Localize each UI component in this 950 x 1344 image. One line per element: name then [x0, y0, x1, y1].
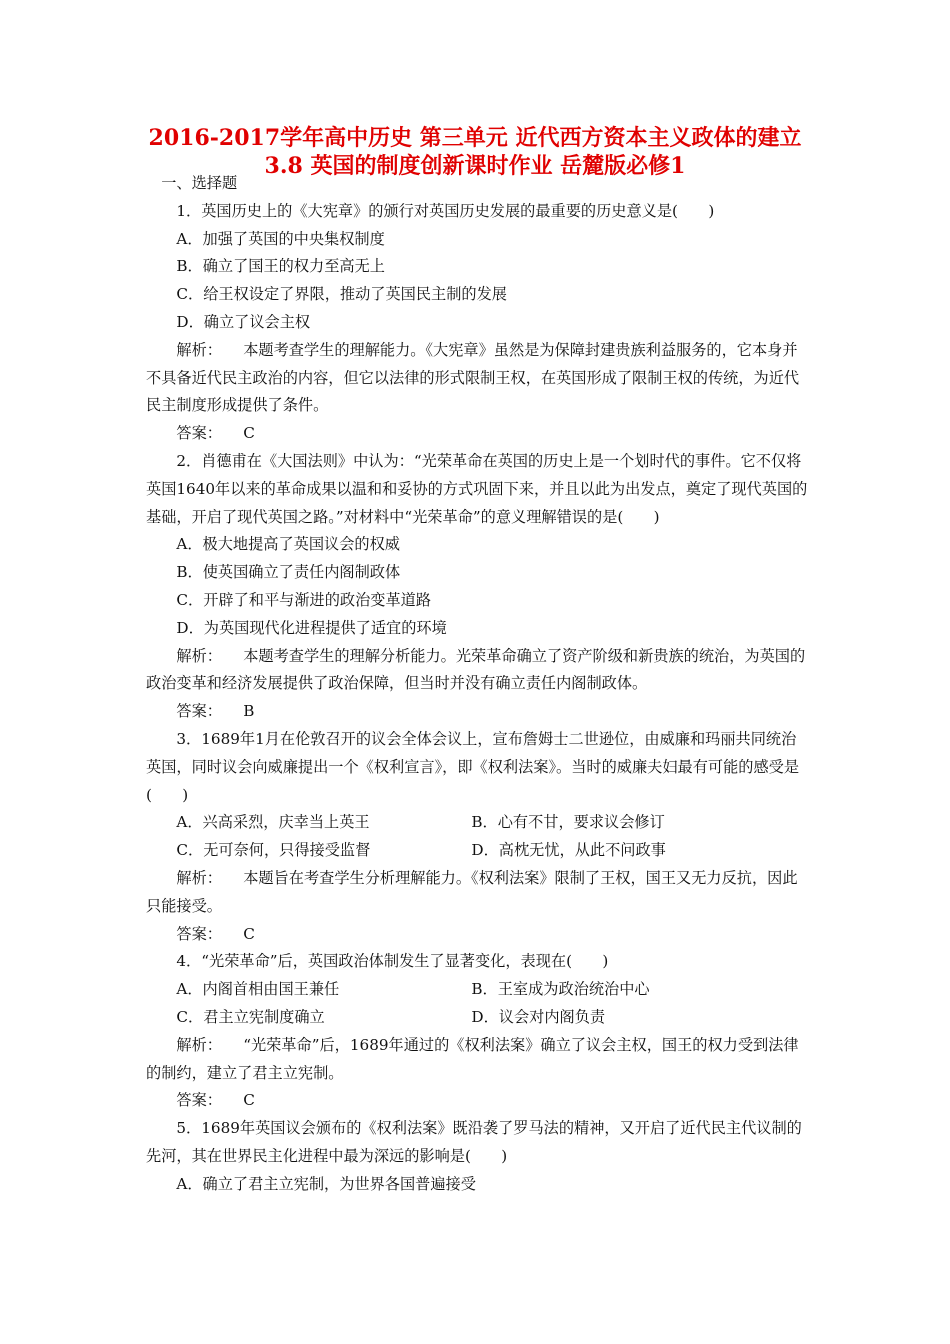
- question-3-options-row-2: [146, 837, 808, 865]
- question-2-analysis: [146, 643, 808, 699]
- answer-value: C: [243, 424, 255, 443]
- question-2-stem: 2．肖德甫在《大国法则》中认为：“光荣革命在英国的历史上是一个划时代的事件。它不仅将英国1640年以来的革命成果以温和和妥协的方式巩固下来，并且以此为出发点，奠定了现代英国的基础，开启了现代英国之路。”对材料中“光荣革命”的意义理解错误的是( ): [146, 451, 808, 526]
- question-4-analysis: [146, 1032, 808, 1088]
- question-3-option-a: A．兴高采烈，庆幸当上英王: [176, 813, 370, 832]
- question-3-option-c: C．无可奈何，只得接受监督: [176, 841, 371, 860]
- document-title-line-2: 3.8 英国的制度创新课时作业 岳麓版必修1: [264, 153, 686, 179]
- analysis-text: “光荣革命”后，1689年通过的《权利法案》确立了议会主权，国王的权力受到法律的制约，建立了君主立宪制。: [146, 1035, 799, 1082]
- analysis-label: 解析：: [176, 868, 222, 887]
- answer-value: C: [243, 1091, 255, 1110]
- question-2-option-d: D．为英国现代化进程提供了适宜的环境: [176, 618, 447, 637]
- answer-label: 答案：: [176, 702, 222, 721]
- answer-label: 答案：: [176, 924, 222, 943]
- question-3-stem: 3．1689年1月在伦敦召开的议会全体会议上，宣布詹姆士二世逊位，由威廉和玛丽共同统治英国，同时议会向威廉提出一个《权利宣言》，即《权利法案》。当时的威廉夫妇最有可能的感受是( ): [146, 729, 800, 804]
- question-1-option-b: B．确立了国王的权力至高无上: [176, 257, 385, 276]
- question-2-option-a: A．极大地提高了英国议会的权威: [176, 535, 400, 554]
- question-4-answer: [146, 1087, 808, 1115]
- analysis-text: 本题考查学生的理解分析能力。光荣革命确立了资产阶级和新贵族的统治，为英国的政治变革和经济发展提供了政治保障，但当时并没有确立责任内阁制政体。: [146, 646, 806, 693]
- answer-label: 答案：: [176, 1091, 222, 1110]
- question-2-answer: [146, 698, 808, 726]
- analysis-text: 本题考查学生的理解能力。《大宪章》虽然是为保障封建贵族利益服务的，它本身并不具备近代民主政治的内容，但它以法律的形式限制王权，在英国形成了限制王权的传统，为近代民主制度形成提供了条件。: [146, 340, 800, 415]
- question-4-option-c: C．君主立宪制度确立: [176, 1007, 325, 1026]
- answer-value: C: [243, 924, 255, 943]
- question-1-answer: [146, 420, 808, 448]
- question-4-option-d: D．议会对内阁负责: [471, 1007, 606, 1026]
- analysis-label: 解析：: [176, 1035, 222, 1054]
- question-1-option-a: A．加强了英国的中央集权制度: [176, 229, 385, 248]
- question-3-option-d: D．高枕无忧，从此不问政事: [471, 841, 666, 860]
- question-2-option-c: C．开辟了和平与渐进的政治变革道路: [176, 590, 432, 609]
- question-1-analysis: [146, 337, 808, 420]
- section-heading: 一、选择题: [161, 174, 238, 192]
- question-4-options-row-2: [146, 1004, 808, 1032]
- question-1-stem: 1．英国历史上的《大宪章》的颁行对英国历史发展的最重要的历史意义是( ): [176, 201, 715, 220]
- question-4-option-b: B．王室成为政治统治中心: [471, 980, 650, 999]
- analysis-label: 解析：: [176, 340, 222, 359]
- question-4-option-a: A．内阁首相由国王兼任: [176, 980, 340, 999]
- question-1-option-d: D．确立了议会主权: [176, 312, 311, 331]
- analysis-text: 本题旨在考查学生分析理解能力。《权利法案》限制了王权，国王又无力反抗，因此只能接受。: [146, 868, 798, 915]
- question-3-answer: [146, 921, 808, 949]
- question-3-option-b: B．心有不甘，要求议会修订: [471, 813, 665, 832]
- answer-label: 答案：: [176, 424, 222, 443]
- question-5-option-a: A．确立了君主立宪制，为世界各国普遍接受: [176, 1174, 476, 1193]
- document-body: [146, 170, 808, 1198]
- answer-value: B: [243, 702, 255, 721]
- question-1-option-c: C．给王权设定了界限，推动了英国民主制的发展: [176, 285, 507, 304]
- document-title-line-1: 2016-2017学年高中历史 第三单元 近代西方资本主义政体的建立: [148, 125, 802, 151]
- question-3-options-row-1: [146, 809, 808, 837]
- question-3-analysis: [146, 865, 808, 921]
- question-4-stem: 4．“光荣革命”后，英国政治体制发生了显著变化，表现在( ): [176, 952, 609, 971]
- question-5-stem: 5．1689年英国议会颁布的《权利法案》既沿袭了罗马法的精神，又开启了近代民主代议制的先河，其在世界民主化进程中最为深远的影响是( ): [146, 1119, 802, 1165]
- question-2-option-b: B．使英国确立了责任内阁制政体: [176, 563, 401, 582]
- analysis-label: 解析：: [176, 646, 222, 665]
- question-4-options-row-1: [146, 976, 808, 1004]
